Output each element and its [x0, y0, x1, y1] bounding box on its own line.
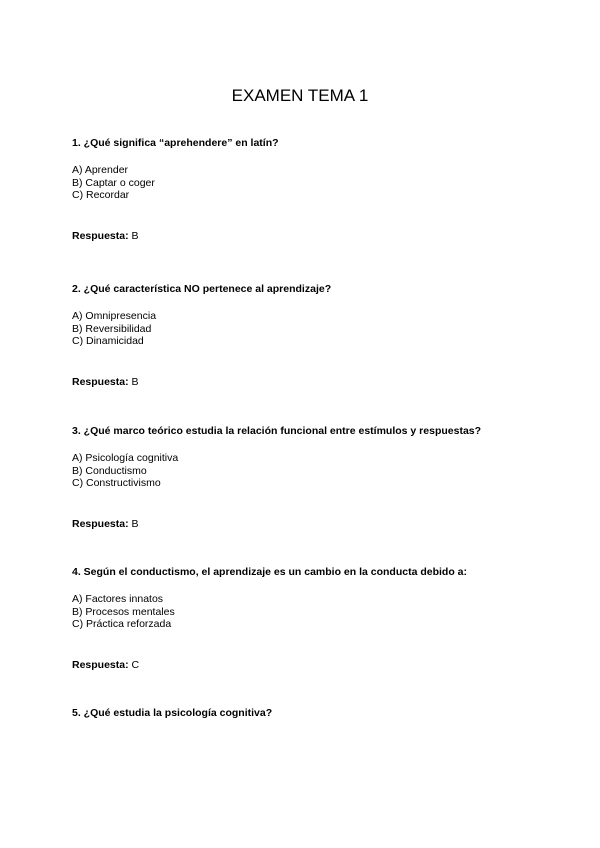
- answer-label: Respuesta:: [72, 517, 129, 530]
- question-4-option-a: A) Factores innatos: [72, 593, 164, 605]
- question-3-option-b: B) Conductismo: [72, 464, 147, 477]
- question-4-text: 4. Según el conductismo, el aprendizaje es un cambio en la conducta debido a:: [72, 566, 468, 578]
- answer-label: Respuesta:: [72, 229, 129, 242]
- answer-label: Respuesta:: [72, 658, 129, 671]
- question-1-options: [72, 164, 542, 202]
- question-2-option-c: C) Dinamicidad: [72, 335, 144, 348]
- question-2: [72, 283, 542, 388]
- question-4-answer-value: C: [131, 658, 140, 671]
- question-3-text: 3. ¿Qué marco teórico estudia la relación funcional entre estímulos y respuestas?: [72, 425, 482, 437]
- question-2-options: [72, 310, 542, 348]
- question-1-text: 1. ¿Qué significa “aprehendere” en latín?: [72, 137, 279, 149]
- question-2-answer-value: B: [131, 375, 139, 388]
- question-3-answer: [72, 518, 542, 530]
- exam-title: EXAMEN TEMA 1: [231, 86, 369, 105]
- question-3-option-a: A) Psicología cognitiva: [72, 452, 179, 464]
- question-1-option-c: C) Recordar: [72, 189, 130, 202]
- question-2-answer: [72, 376, 542, 388]
- question-5-text: 5. ¿Qué estudia la psicología cognitiva?: [72, 707, 273, 719]
- question-1-option-b: B) Captar o coger: [72, 176, 155, 189]
- question-4-options: [72, 593, 542, 631]
- question-1-option-a: A) Aprender: [72, 164, 129, 176]
- question-3-option-c: C) Constructivismo: [72, 477, 161, 490]
- question-2-text: 2. ¿Qué característica NO pertenece al aprendizaje?: [72, 283, 332, 295]
- question-3-options: [72, 452, 542, 490]
- question-4: [72, 566, 542, 671]
- question-3: [72, 425, 542, 530]
- question-4-option-b: B) Procesos mentales: [72, 605, 175, 618]
- question-1: [72, 137, 542, 242]
- question-1-answer-value: B: [131, 229, 139, 242]
- answer-label: Respuesta:: [72, 375, 129, 388]
- question-2-option-b: B) Reversibilidad: [72, 322, 152, 335]
- question-2-option-a: A) Omnipresencia: [72, 310, 157, 322]
- question-4-answer: [72, 659, 542, 671]
- question-4-option-c: C) Práctica reforzada: [72, 618, 172, 631]
- question-3-answer-value: B: [131, 517, 139, 530]
- question-5: [72, 707, 542, 719]
- question-1-answer: [72, 230, 542, 242]
